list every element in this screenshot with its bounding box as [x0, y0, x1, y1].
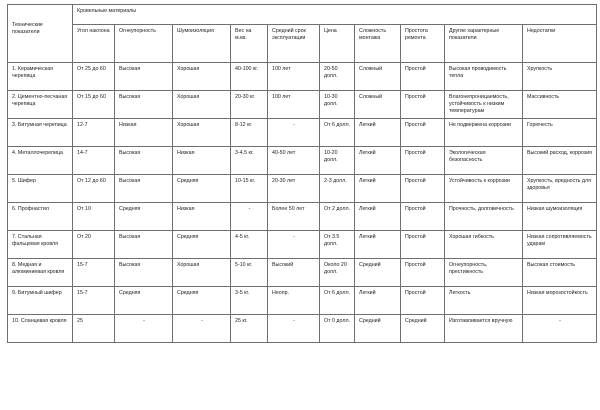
table-cell: 3. Битумная черепица — [8, 119, 73, 147]
table-cell: Хорошая — [173, 91, 231, 119]
table-cell: Средняя — [173, 175, 231, 203]
table-cell: Массивность — [523, 91, 597, 119]
header-drawbacks: Недостатки — [527, 28, 556, 34]
table-cell: Легкость — [445, 287, 523, 315]
table-cell: - — [173, 315, 231, 343]
table-cell: От 2 долл. — [320, 203, 355, 231]
table-cell: Не подвержена коррозии — [445, 119, 523, 147]
group-header-roofing-materials: Кровельные материалы — [77, 8, 137, 14]
table-cell: 10-30 долл. — [320, 91, 355, 119]
header-cell — [73, 25, 115, 63]
table-cell: Легкий — [355, 203, 401, 231]
header-fire-resistance: Огнеупорность — [119, 28, 156, 34]
roofing-materials-table — [7, 4, 597, 343]
table-cell: Высокий расход, коррозия — [523, 147, 597, 175]
table-cell: Легкий — [355, 287, 401, 315]
table-cell: 7. Стальная фальцевая кровля — [8, 231, 73, 259]
table-cell: 8-12 кг. — [231, 119, 268, 147]
table-cell: 12-7 — [73, 119, 115, 147]
table-cell: Средний — [401, 315, 445, 343]
table-cell: Простой — [401, 175, 445, 203]
table-cell: Высокая проводимость тепла — [445, 63, 523, 91]
table-cell: 25 кг. — [231, 315, 268, 343]
table-cell: 25 — [73, 315, 115, 343]
table-cell: 40-100 кг. — [231, 63, 268, 91]
table-cell: От 20 — [73, 231, 115, 259]
header-slope: Угол наклона — [77, 28, 110, 34]
table-cell: 20-50 долл. — [320, 63, 355, 91]
table-cell: Простой — [401, 119, 445, 147]
table-cell: 15-7 — [73, 259, 115, 287]
table-cell: - — [523, 315, 597, 343]
table-cell: Низкая морозостойкость — [523, 287, 597, 315]
table-cell: 1. Керамическая черепица — [8, 63, 73, 91]
table-cell: 8. Медная и алюминиевая кровля — [8, 259, 73, 287]
table-cell: Простой — [401, 287, 445, 315]
document-page — [7, 4, 596, 407]
table-cell: Хрупкость — [523, 63, 597, 91]
table-cell: Экологическая безопасность — [445, 147, 523, 175]
table-cell: От 25 до 60 — [73, 63, 115, 91]
table-cell: Средняя — [115, 203, 173, 231]
table-cell: - — [231, 203, 268, 231]
table-cell: 9. Битумный шифер — [8, 287, 73, 315]
table-cell: Простой — [401, 231, 445, 259]
table-cell: Простой — [401, 203, 445, 231]
table-cell: От 6 долл. — [320, 287, 355, 315]
table-cell: Горючесть — [523, 119, 597, 147]
table-cell: Легкий — [355, 119, 401, 147]
table-cell: - — [268, 315, 320, 343]
table-row — [8, 315, 597, 343]
table-cell: Простой — [401, 259, 445, 287]
table-row — [8, 287, 597, 315]
table-cell: 40-50 лет — [268, 147, 320, 175]
table-cell: 2. Цементно-песчаная черепица — [8, 91, 73, 119]
table-cell: 10-15 кг. — [231, 175, 268, 203]
header-cell — [523, 25, 597, 63]
header-other-characteristics: Другие характерные показатели — [449, 28, 500, 41]
table-cell: Средняя — [173, 231, 231, 259]
table-cell: Низкая сопротивляемость ударам — [523, 231, 597, 259]
table-cell: Легкий — [355, 231, 401, 259]
table-cell: Средняя — [173, 287, 231, 315]
header-price: Цена — [324, 28, 337, 34]
table-cell: 20-30 лет — [268, 175, 320, 203]
table-cell: Высокая — [115, 63, 173, 91]
table-cell: Низкая — [173, 203, 231, 231]
table-cell: Хорошая — [173, 63, 231, 91]
table-cell: 3-4.5 кг. — [231, 147, 268, 175]
table-cell: Высокая — [115, 91, 173, 119]
table-cell: Сложный — [355, 63, 401, 91]
table-row — [8, 231, 597, 259]
header-cell — [231, 25, 268, 63]
table-cell: Средняя — [115, 287, 173, 315]
table-cell: 10-20 долл. — [320, 147, 355, 175]
table-cell: Средний — [355, 259, 401, 287]
table-row — [8, 175, 597, 203]
table-cell: От 3.5 долл. — [320, 231, 355, 259]
table-row — [8, 203, 597, 231]
table-cell: 14-7 — [73, 147, 115, 175]
table-cell: Легкий — [355, 147, 401, 175]
table-cell: Высокая — [115, 231, 173, 259]
header-cell — [268, 25, 320, 63]
table-cell: Влагонепроницаемость, устойчивость к низким температурам — [445, 91, 523, 119]
table-cell: Низкая — [173, 147, 231, 175]
group-header-cell — [73, 5, 597, 25]
table-cell: - — [268, 119, 320, 147]
table-cell: Легкий — [355, 175, 401, 203]
table-cell: Высокая стоимость — [523, 259, 597, 287]
table-cell: От 15 до 60 — [73, 91, 115, 119]
table-cell: Изготавливается вручную — [445, 315, 523, 343]
table-cell: 5. Шифер — [8, 175, 73, 203]
header-service-life: Средний срок эксплуатации — [272, 28, 306, 41]
table-row — [8, 63, 597, 91]
table-cell: 100 лет — [268, 91, 320, 119]
table-cell: 20-30 кг. — [231, 91, 268, 119]
header-cell — [8, 5, 73, 63]
table-cell: Устойчивость к коррозии — [445, 175, 523, 203]
table-cell: Высокий — [268, 259, 320, 287]
table-cell: Высокая — [115, 175, 173, 203]
header-cell — [115, 25, 173, 63]
table-cell: Хорошая — [173, 259, 231, 287]
table-row — [8, 119, 597, 147]
header-cell — [445, 25, 523, 63]
table-cell: От 0 долл. — [320, 315, 355, 343]
table-cell: Низкая шумоизоляция — [523, 203, 597, 231]
table-cell: От 12 до 60 — [73, 175, 115, 203]
table-cell: От 6 долл. — [320, 119, 355, 147]
table-cell: 15-7 — [73, 287, 115, 315]
table-cell: Простой — [401, 91, 445, 119]
table-header-row — [8, 25, 597, 63]
table-row — [8, 259, 597, 287]
header-cell — [355, 25, 401, 63]
table-cell: Высокая — [115, 147, 173, 175]
header-cell — [320, 25, 355, 63]
table-cell: Около 20 долл. — [320, 259, 355, 287]
table-cell: - — [268, 231, 320, 259]
table-cell: 100 лет — [268, 63, 320, 91]
table-cell: Высокая — [115, 259, 173, 287]
table-cell: Хрупкость, вредность для здоровья — [523, 175, 597, 203]
header-installation-complexity: Сложность монтажа — [359, 28, 387, 41]
table-cell: От 10 — [73, 203, 115, 231]
table-cell: 3-5 кг. — [231, 287, 268, 315]
header-cell — [401, 25, 445, 63]
table-cell: Простой — [401, 63, 445, 91]
table-cell: Огнеупорность, престижность — [445, 259, 523, 287]
table-cell: Простой — [401, 147, 445, 175]
table-cell: 2-3 долл. — [320, 175, 355, 203]
header-technical-indicators: Технические показатели — [12, 22, 43, 35]
table-cell: - — [115, 315, 173, 343]
table-cell: 4-5 кг. — [231, 231, 268, 259]
table-cell: Неопр. — [268, 287, 320, 315]
table-cell: Сложный — [355, 91, 401, 119]
table-row — [8, 91, 597, 119]
header-repair-ease: Простота ремонта — [405, 28, 428, 41]
table-cell: 10. Сланцевая кровля — [8, 315, 73, 343]
table-cell: Хорошая гибкость — [445, 231, 523, 259]
table-cell: Более 50 лет — [268, 203, 320, 231]
table-cell: 4. Металлочерепица — [8, 147, 73, 175]
table-cell: 5-10 кг. — [231, 259, 268, 287]
table-cell: Прочность, долговечность — [445, 203, 523, 231]
table-row — [8, 147, 597, 175]
header-cell — [173, 25, 231, 63]
table-cell: Хорошая — [173, 119, 231, 147]
table-cell: Средний — [355, 315, 401, 343]
header-weight: Вес на м.кв. — [235, 28, 252, 41]
table-group-header-row — [8, 5, 597, 25]
table-cell: 6. Профнастил — [8, 203, 73, 231]
table-cell: Низкая — [115, 119, 173, 147]
header-noise-insulation: Шумоизоляция — [177, 28, 215, 34]
